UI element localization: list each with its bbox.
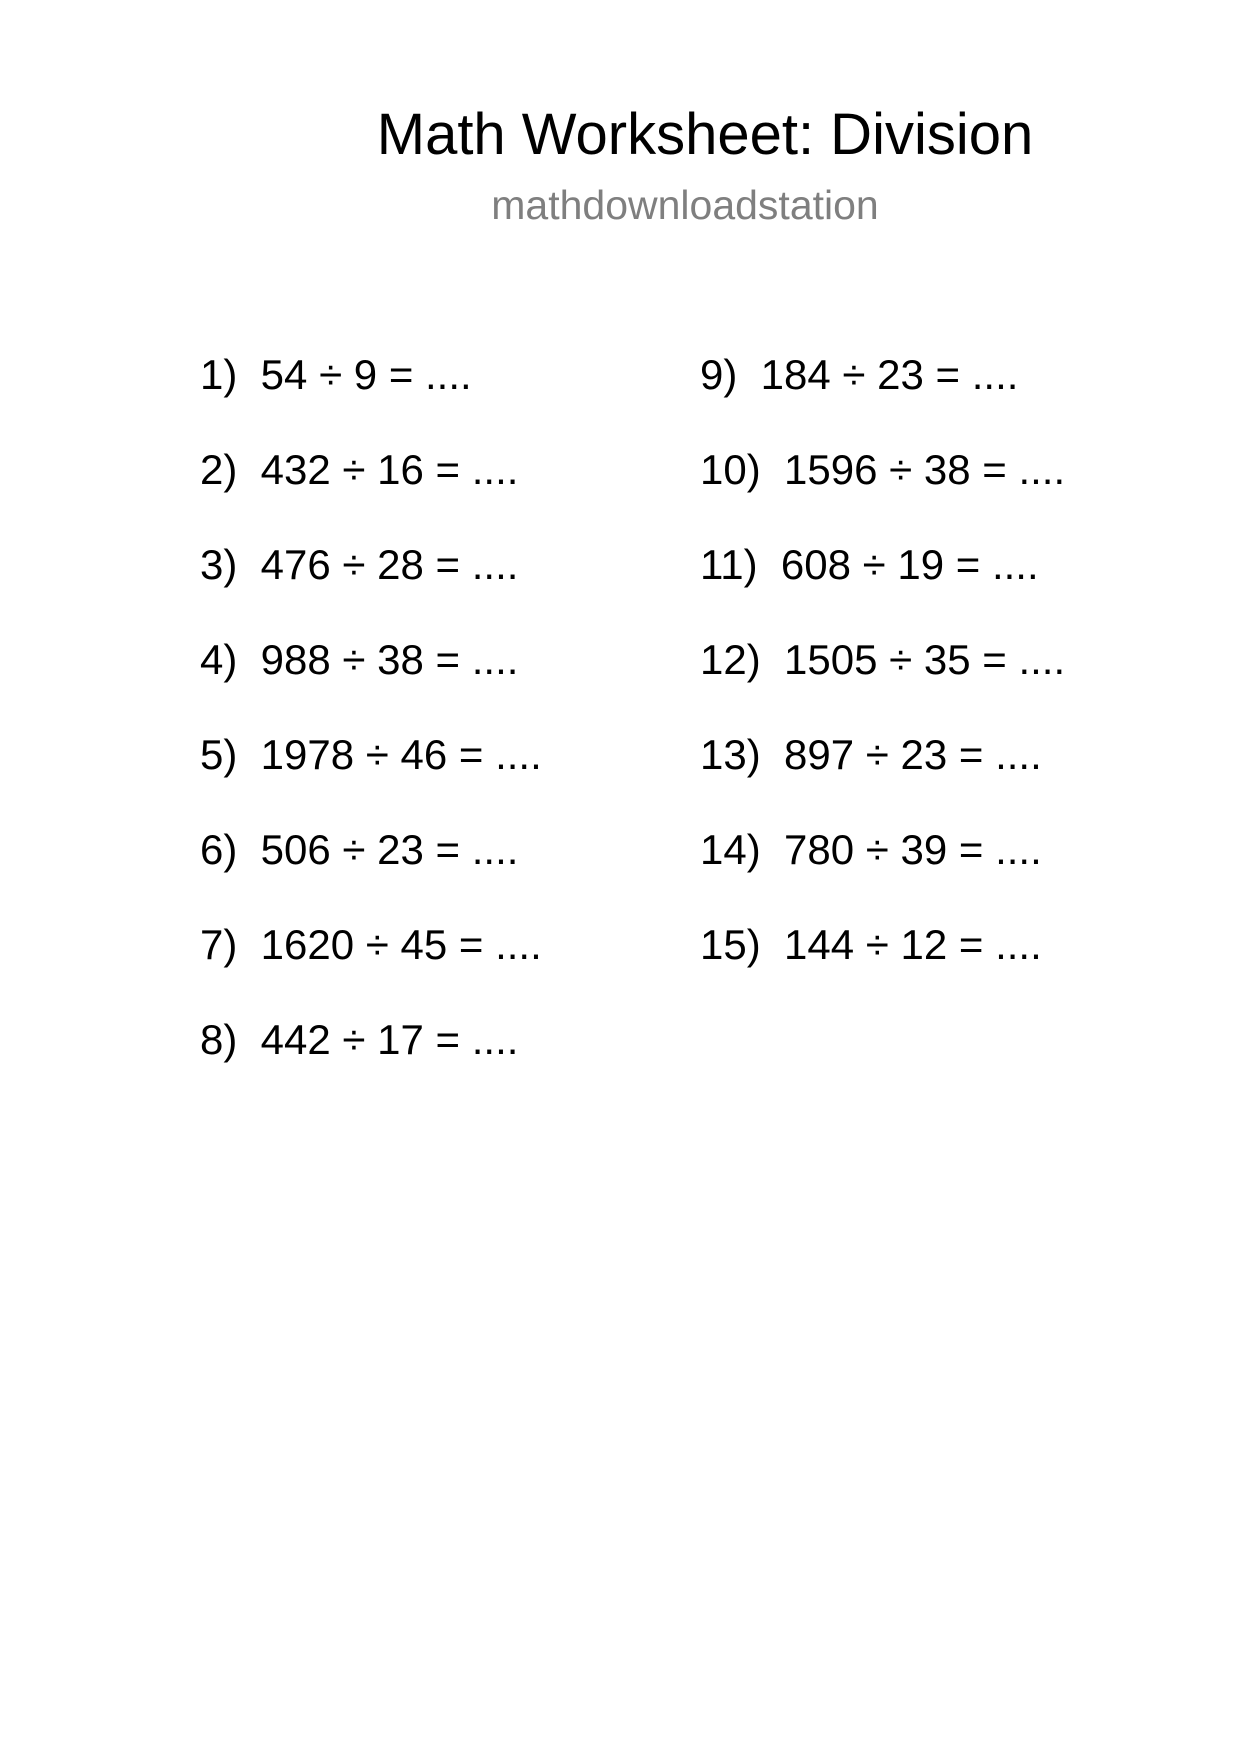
problem-9: 9) 184 ÷ 23 = .... [700,351,1019,398]
problem-1: 1) 54 ÷ 9 = .... [200,351,472,398]
problem-14: 14) 780 ÷ 39 = .... [700,826,1042,873]
worksheet-title: Math Worksheet: Division [376,102,1034,167]
problem-6: 6) 506 ÷ 23 = .... [200,826,519,873]
problem-13: 13) 897 ÷ 23 = .... [700,731,1042,778]
problem-8: 8) 442 ÷ 17 = .... [200,1016,519,1063]
problem-2: 2) 432 ÷ 16 = .... [200,446,519,493]
problem-11: 11) 608 ÷ 19 = .... [700,541,1039,588]
problem-3: 3) 476 ÷ 28 = .... [200,541,519,588]
problem-5: 5) 1978 ÷ 46 = .... [200,731,542,778]
problems-column-left [200,350,542,1110]
problem-7: 7) 1620 ÷ 45 = .... [200,921,542,968]
worksheet-subtitle: mathdownloadstation [491,182,879,228]
problem-15: 15) 144 ÷ 12 = .... [700,921,1042,968]
problems-column-right [700,350,1065,1015]
problem-10: 10) 1596 ÷ 38 = .... [700,446,1066,493]
problem-12: 12) 1505 ÷ 35 = .... [700,636,1066,683]
problem-4: 4) 988 ÷ 38 = .... [200,636,519,683]
